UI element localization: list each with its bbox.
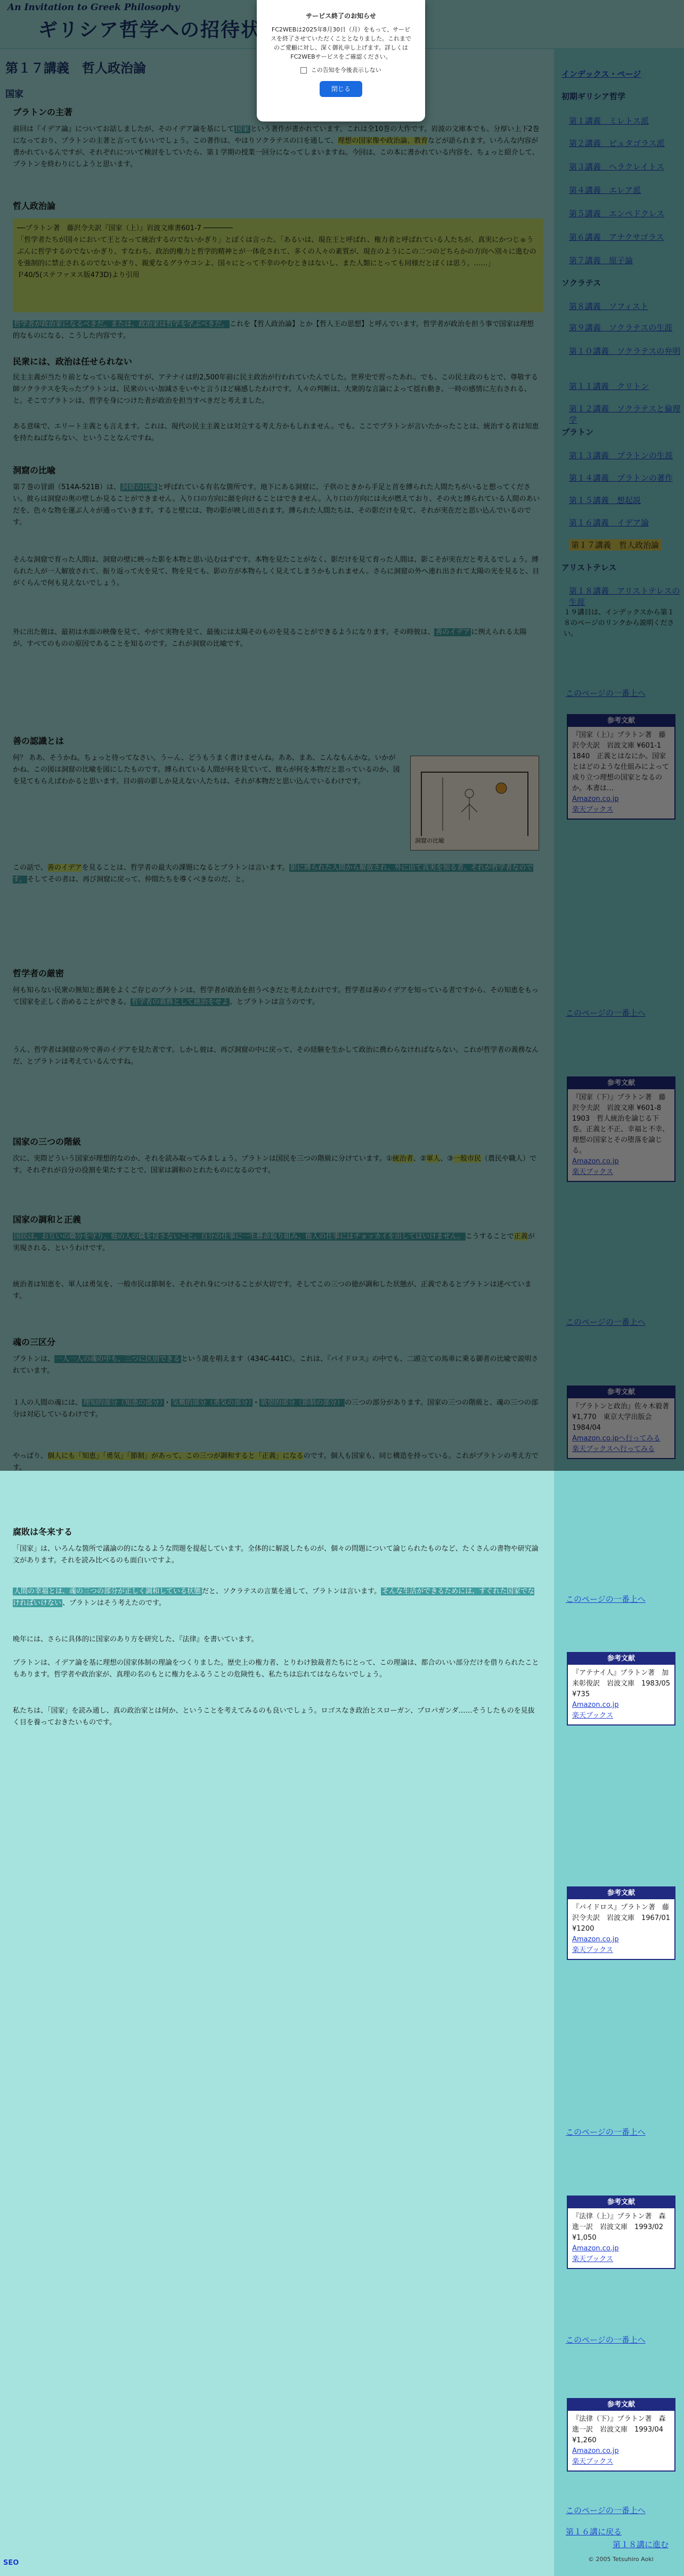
modal-title: サービス終了のお知らせ xyxy=(306,12,376,20)
back-to-top-link[interactable]: このページの一番上へ xyxy=(566,2506,646,2515)
amazon-link[interactable]: Amazon.co.jp xyxy=(572,2245,619,2253)
rakuten-link[interactable]: 楽天ブックス xyxy=(572,2458,613,2466)
service-end-modal xyxy=(257,0,425,121)
next-lecture-link[interactable]: 第１８講に進む xyxy=(613,2540,669,2549)
back-to-top-link[interactable]: このページの一番上へ xyxy=(566,2127,646,2137)
reference-card xyxy=(567,1886,678,1960)
body-paragraph: 晩年には、さらに具体的に国家のあり方を研究した、『法律』を書いています。 xyxy=(13,1635,258,1643)
modal-body: FC2WEBは2025年8月30日（月）をもって、サービスを終了させていただくこととなりました。これまでのご愛顧に対し、深く御礼申し上げます。詳しくはFC2WEBサービスをご確認ください。 xyxy=(271,26,411,60)
section-heading: 腐敗は冬来する xyxy=(13,1527,73,1537)
reference-card xyxy=(567,2398,675,2472)
reference-card xyxy=(567,2196,675,2269)
card-body: 『法律（下）』プラトン著 森進一訳 岩波文庫 1993/04 ¥1,260 xyxy=(572,2415,671,2444)
seo-badge[interactable]: SEO xyxy=(3,2559,19,2567)
rakuten-link[interactable]: 楽天ブックス xyxy=(572,2255,613,2263)
card-body: 『法律（上）』プラトン著 森進一訳 岩波文庫 1993/02 ¥1,050 xyxy=(572,2213,671,2242)
dont-show-checkbox-row[interactable] xyxy=(257,66,425,75)
checkbox-icon[interactable] xyxy=(300,67,307,74)
amazon-link[interactable]: Amazon.co.jp xyxy=(572,2447,619,2455)
card-body: 『パイドロス』プラトン著 藤沢令夫訳 岩波文庫 1967/01 ¥1200 xyxy=(572,1903,678,1933)
copyright: © 2005 Tetsuhiro Aoki xyxy=(588,2556,654,2563)
back-to-top-link[interactable]: このページの一番上へ xyxy=(566,1594,646,1604)
card-heading: 参考文献 xyxy=(568,1653,674,1665)
amazon-link[interactable]: Amazon.co.jp xyxy=(572,1935,619,1943)
rakuten-link[interactable]: 楽天ブックス xyxy=(572,1712,613,1720)
card-heading: 参考文献 xyxy=(568,2197,674,2208)
card-heading: 参考文献 xyxy=(568,1888,674,1899)
prev-lecture-link[interactable]: 第１６講に戻る xyxy=(566,2527,622,2537)
body-paragraph: 人間の幸福とは、魂の三つの部分が正しく調和している状態 だと、ソクラテスの言葉を通して、プラトンは言います。 そんな生活ができるためには、すぐれた国家でなければいけない 、プラトンはそう考えたのです。 xyxy=(13,1587,535,1607)
body-paragraph: 「国家」は、いろんな箇所で議論の的になるような問題を提起しています。全体的に解説したものが、個々の問題について論じられたものなど、たくさんの書物や研究論文があります。それを読み比べるのも面白いですよ。 xyxy=(13,1545,539,1565)
card-body: 『アテナイ人』プラトン著 加来彰俊訳 岩波文庫 1983/05 ¥735 xyxy=(572,1669,678,1698)
rakuten-link[interactable]: 楽天ブックス xyxy=(572,1946,613,1954)
body-paragraph: 私たちは、「国家」を読み通し、真の政治家とは何か、ということを考えてみるのも良いでしょう。ロゴスなき政治とスローガン、プロパガンダ……そうしたものを見抜く目を養っておきたいものです。 xyxy=(13,1707,535,1727)
body-paragraph: プラトンは、イデア論を基に理想の国家体制の理論をつくりました。歴史上の権力者、とりわけ独裁者たちにとって、この理論は、都合のいい部分だけを借りられたこともあります。哲学者や政治家が、真理の名のもとに権力をふるうことの危険性も、私たちは忘れてはならないでしょう。 xyxy=(13,1659,539,1679)
back-to-top-link[interactable]: このページの一番上へ xyxy=(566,2335,646,2345)
amazon-link[interactable]: Amazon.co.jp xyxy=(572,1701,619,1709)
checkbox-label: この告知を今後表示しない xyxy=(311,67,381,74)
reference-card xyxy=(567,1652,678,1726)
close-button[interactable]: 閉じる xyxy=(320,81,362,97)
card-heading: 参考文献 xyxy=(568,2399,674,2411)
